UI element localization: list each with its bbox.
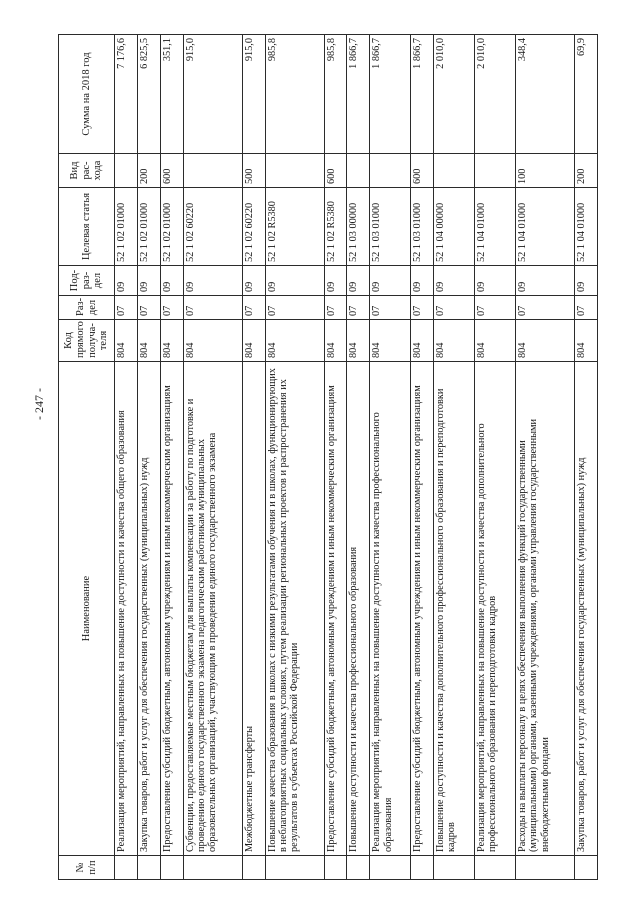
cell-razdel: 07 — [370, 296, 411, 320]
cell-num — [516, 856, 575, 880]
cell-podrazdel: 09 — [265, 266, 324, 296]
table-row — [434, 35, 475, 880]
cell-vid-rashoda — [347, 154, 370, 188]
cell-razdel: 07 — [183, 296, 242, 320]
cell-summa: 348,4 — [516, 35, 575, 154]
table-row — [242, 35, 265, 880]
cell-num — [324, 856, 347, 880]
cell-summa: 915,0 — [183, 35, 242, 154]
cell-vid-rashoda: 100 — [516, 154, 575, 188]
cell-celevaya-statya: 52 1 02 01000 — [115, 188, 138, 266]
cell-celevaya-statya: 52 1 04 01000 — [575, 188, 598, 266]
cell-kod: 804 — [324, 320, 347, 362]
cell-name: Расходы на выплаты персоналу в целях обеспечения выполнения функций государственными (муниципальными) органами, казенными учреждениями, органами управления государственными внебюджетными фондами — [516, 362, 575, 856]
cell-kod: 804 — [370, 320, 411, 362]
cell-kod: 804 — [575, 320, 598, 362]
cell-summa: 2 010,0 — [434, 35, 475, 154]
cell-podrazdel: 09 — [516, 266, 575, 296]
cell-kod: 804 — [183, 320, 242, 362]
cell-kod: 804 — [137, 320, 160, 362]
cell-podrazdel: 09 — [347, 266, 370, 296]
header-podrazdel: Под- раз- дел — [59, 266, 115, 296]
cell-razdel: 07 — [265, 296, 324, 320]
cell-kod: 804 — [475, 320, 516, 362]
cell-vid-rashoda: 600 — [411, 154, 434, 188]
cell-podrazdel: 09 — [242, 266, 265, 296]
header-summa: Сумма на 2018 год — [59, 35, 115, 154]
cell-podrazdel: 09 — [137, 266, 160, 296]
budget-table — [58, 34, 598, 880]
cell-podrazdel: 09 — [411, 266, 434, 296]
cell-celevaya-statya: 52 1 04 01000 — [516, 188, 575, 266]
cell-name: Субвенции, предоставляемые местным бюджетам для выплаты компенсации за работу по подготовке и проведению единого государственного экзамена педагогическим работникам муниципальных образовательных организаций, участвующим в проведении единого государственного экзамена — [183, 362, 242, 856]
cell-kod: 804 — [265, 320, 324, 362]
cell-vid-rashoda — [183, 154, 242, 188]
cell-summa: 1 866,7 — [411, 35, 434, 154]
table-row — [575, 35, 598, 880]
cell-num — [347, 856, 370, 880]
cell-num — [115, 856, 138, 880]
cell-celevaya-statya: 52 1 04 01000 — [475, 188, 516, 266]
cell-razdel: 07 — [324, 296, 347, 320]
cell-num — [411, 856, 434, 880]
cell-summa: 6 825,5 — [137, 35, 160, 154]
cell-celevaya-statya: 52 1 04 00000 — [434, 188, 475, 266]
cell-name: Реализация мероприятий, направленных на повышение доступности и качества общего образования — [115, 362, 138, 856]
cell-name: Закупка товаров, работ и услуг для обеспечения государственных (муниципальных) нужд — [575, 362, 598, 856]
table-row — [347, 35, 370, 880]
cell-celevaya-statya: 52 1 02 01000 — [137, 188, 160, 266]
cell-num — [160, 856, 183, 880]
rotated-table-container — [58, 35, 598, 880]
header-vid-rashoda: Вид рас- хода — [59, 154, 115, 188]
cell-vid-rashoda: 600 — [324, 154, 347, 188]
cell-vid-rashoda — [434, 154, 475, 188]
cell-kod: 804 — [347, 320, 370, 362]
cell-name: Предоставление субсидий бюджетным, автономным учреждениям и иным некоммерческим организациям — [324, 362, 347, 856]
cell-summa: 1 866,7 — [370, 35, 411, 154]
cell-razdel: 07 — [160, 296, 183, 320]
cell-summa: 351,1 — [160, 35, 183, 154]
cell-podrazdel: 09 — [183, 266, 242, 296]
cell-name: Реализация мероприятий, направленных на повышение доступности и качества профессионального образования — [370, 362, 411, 856]
cell-num — [265, 856, 324, 880]
cell-num — [137, 856, 160, 880]
cell-podrazdel: 09 — [434, 266, 475, 296]
cell-name: Предоставление субсидий бюджетным, автономным учреждениям и иным некоммерческим организациям — [411, 362, 434, 856]
table-header — [59, 35, 115, 880]
cell-vid-rashoda — [475, 154, 516, 188]
cell-name: Закупка товаров, работ и услуг для обеспечения государственных (муниципальных) нужд — [137, 362, 160, 856]
header-name: Наименование — [59, 362, 115, 856]
cell-razdel: 07 — [137, 296, 160, 320]
cell-razdel: 07 — [115, 296, 138, 320]
cell-kod: 804 — [115, 320, 138, 362]
cell-razdel: 07 — [242, 296, 265, 320]
cell-summa: 985,8 — [324, 35, 347, 154]
cell-summa: 915,0 — [242, 35, 265, 154]
cell-podrazdel: 09 — [575, 266, 598, 296]
cell-summa: 69,9 — [575, 35, 598, 154]
cell-vid-rashoda: 600 — [160, 154, 183, 188]
cell-name: Реализация мероприятий, направленных на повышение доступности и качества дополнительного профессионального образования и переподготовки кадров — [475, 362, 516, 856]
cell-name: Повышение доступности и качества дополнительного профессионального образования и переподготовки кадров — [434, 362, 475, 856]
cell-num — [183, 856, 242, 880]
cell-summa: 1 866,7 — [347, 35, 370, 154]
table-row — [370, 35, 411, 880]
cell-celevaya-statya: 52 1 03 01000 — [411, 188, 434, 266]
cell-celevaya-statya: 52 1 02 01000 — [160, 188, 183, 266]
cell-celevaya-statya: 52 1 02 R5380 — [265, 188, 324, 266]
cell-kod: 804 — [160, 320, 183, 362]
table-row — [137, 35, 160, 880]
cell-celevaya-statya: 52 1 02 60220 — [183, 188, 242, 266]
cell-celevaya-statya: 52 1 02 R5380 — [324, 188, 347, 266]
cell-vid-rashoda — [370, 154, 411, 188]
cell-razdel: 07 — [411, 296, 434, 320]
cell-celevaya-statya: 52 1 02 60220 — [242, 188, 265, 266]
cell-summa: 985,8 — [265, 35, 324, 154]
cell-razdel: 07 — [434, 296, 475, 320]
cell-kod: 804 — [516, 320, 575, 362]
cell-razdel: 07 — [575, 296, 598, 320]
table-row — [160, 35, 183, 880]
cell-summa: 7 176,6 — [115, 35, 138, 154]
cell-name: Повышение доступности и качества профессионального образования — [347, 362, 370, 856]
cell-num — [475, 856, 516, 880]
cell-kod: 804 — [242, 320, 265, 362]
cell-podrazdel: 09 — [370, 266, 411, 296]
table-body — [115, 35, 598, 880]
table-row — [183, 35, 242, 880]
cell-num — [370, 856, 411, 880]
cell-vid-rashoda: 200 — [137, 154, 160, 188]
cell-name: Межбюджетные трансферты — [242, 362, 265, 856]
cell-num — [242, 856, 265, 880]
cell-podrazdel: 09 — [115, 266, 138, 296]
table-row — [475, 35, 516, 880]
cell-vid-rashoda — [265, 154, 324, 188]
cell-vid-rashoda: 200 — [575, 154, 598, 188]
header-kod: Код прямого получа- теля — [59, 320, 115, 362]
table-row — [115, 35, 138, 880]
cell-num — [434, 856, 475, 880]
cell-kod: 804 — [411, 320, 434, 362]
cell-name: Повышение качества образования в школах с низкими результатами обучения и в школах, функционирующих в неблагоприятных социальных условиях, путем реализации региональных проектов и распространения их результатов в субъектах Российской Федерации — [265, 362, 324, 856]
header-razdel: Раз- дел — [59, 296, 115, 320]
cell-num — [575, 856, 598, 880]
cell-razdel: 07 — [347, 296, 370, 320]
page-number: - 247 - — [32, 388, 46, 420]
cell-name: Предоставление субсидий бюджетным, автономным учреждениям и иным некоммерческим организациям — [160, 362, 183, 856]
cell-razdel: 07 — [475, 296, 516, 320]
cell-vid-rashoda — [115, 154, 138, 188]
cell-celevaya-statya: 52 1 03 01000 — [370, 188, 411, 266]
cell-kod: 804 — [434, 320, 475, 362]
cell-celevaya-statya: 52 1 03 00000 — [347, 188, 370, 266]
cell-razdel: 07 — [516, 296, 575, 320]
cell-summa: 2 010,0 — [475, 35, 516, 154]
cell-podrazdel: 09 — [324, 266, 347, 296]
table-row — [411, 35, 434, 880]
table-row — [265, 35, 324, 880]
cell-podrazdel: 09 — [475, 266, 516, 296]
table-row — [516, 35, 575, 880]
table-row — [324, 35, 347, 880]
cell-podrazdel: 09 — [160, 266, 183, 296]
header-num: № п/п — [59, 856, 115, 880]
header-celevaya-statya: Целевая статья — [59, 188, 115, 266]
cell-vid-rashoda: 500 — [242, 154, 265, 188]
